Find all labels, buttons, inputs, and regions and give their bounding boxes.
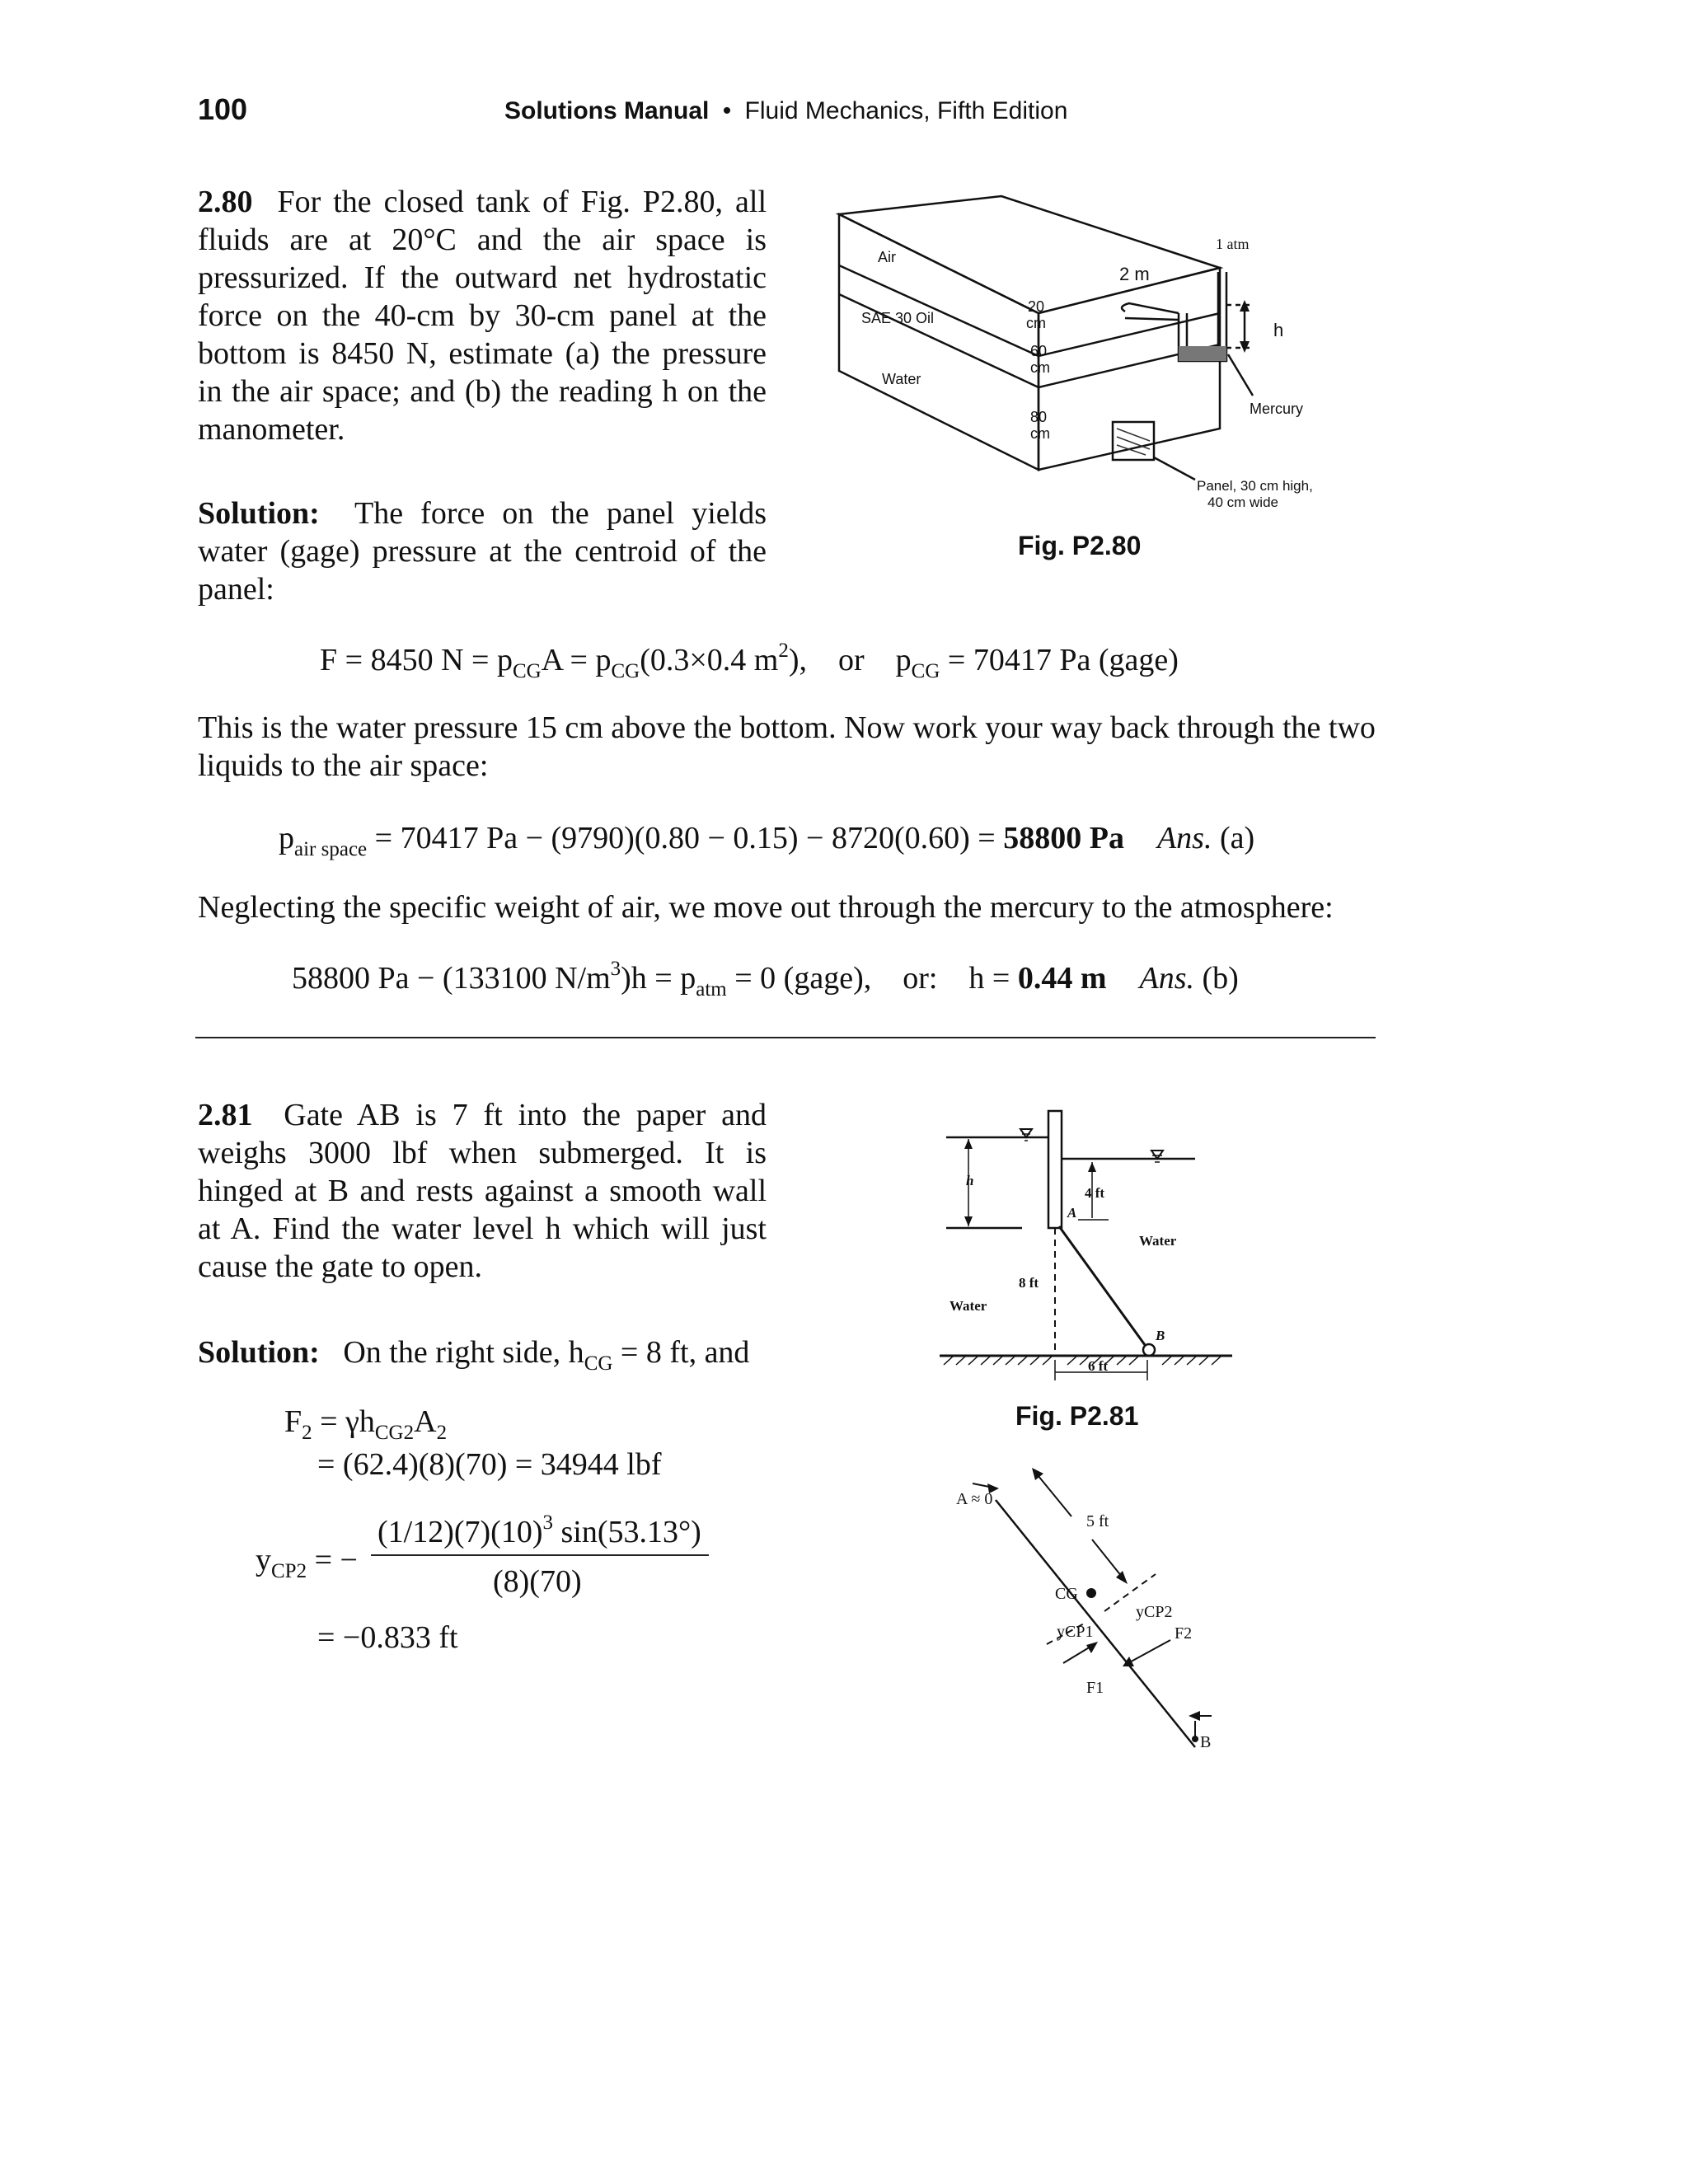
eq3-body3: = 0 (gage), or: h = — [726, 961, 1018, 996]
fraction-bar — [371, 1554, 709, 1556]
eqF-rhs-b: A — [414, 1404, 437, 1439]
equation-ycp2-lhs — [256, 1541, 358, 1582]
eqY-num-b: sin(53.13°) — [552, 1515, 701, 1549]
answer-b: 0.44 m — [1017, 961, 1107, 996]
solution-text: The force on the panel yields water (gage) pressure at the centroid of the panel: — [198, 496, 767, 607]
label-water-depth-1: 60 — [1030, 343, 1048, 359]
eq1-mid3: ), or p — [788, 643, 912, 677]
figure-p2-81 — [931, 1096, 1261, 1401]
eqF-lhs-sub: 2 — [302, 1422, 312, 1444]
solution-label: Solution: — [198, 496, 320, 531]
eqY-eq-sign: = − — [307, 1543, 358, 1577]
eqY-lhs: y — [256, 1543, 271, 1577]
vertical-wall — [1048, 1111, 1062, 1228]
answer-a: 58800 Pa — [1003, 821, 1124, 855]
panel — [1113, 422, 1154, 460]
eq2-body: = 70417 Pa − (9790)(0.80 − 0.15) − 8720(0.60) = — [367, 821, 1004, 855]
solution-text-281a: On the right side, h — [343, 1335, 584, 1370]
eq1-mid: A = p — [541, 643, 612, 677]
problem-2-80-solution-intro — [198, 494, 767, 608]
eq3-sup: 3 — [610, 958, 621, 980]
problem-number: 2.80 — [198, 185, 253, 219]
gate-ab — [1059, 1226, 1147, 1348]
solution-sub-281: CG — [584, 1352, 613, 1375]
bullet: • — [722, 97, 732, 124]
label-a-zero: A ≈ 0 — [956, 1490, 993, 1508]
tank-right-face — [1039, 268, 1220, 470]
book-title: Fluid Mechanics, Fifth Edition — [744, 97, 1068, 124]
label-oil-depth-2: cm — [1026, 315, 1046, 331]
problem-text-281: Gate AB is 7 ft into the paper and weighs 3000 lbf when submerged. It is hinged at B and rests against a smooth wall at A. Find the water level h which will just cause the gate to open. — [198, 1098, 767, 1284]
eq1-sub2: CG — [611, 660, 640, 682]
equation-f2-value: = (62.4)(8)(70) = 34944 lbf — [317, 1447, 662, 1482]
eq1-rhs: = 70417 Pa (gage) — [940, 643, 1179, 677]
fbd-gate — [996, 1500, 1195, 1747]
label-oil: SAE 30 Oil — [861, 310, 935, 326]
eq3-body2: )h = p — [621, 961, 696, 996]
eq1-sup: 2 — [778, 640, 789, 662]
label-ycp1: yCP1 — [1057, 1623, 1094, 1641]
label-bottom-depth-1: 80 — [1030, 409, 1048, 425]
label-water-depth-2: cm — [1030, 359, 1050, 376]
solution-text-281b: = 8 ft, and — [612, 1335, 750, 1370]
figure-free-body — [940, 1459, 1253, 1755]
eq2-p: p — [279, 821, 294, 855]
eqY-num-sup: 3 — [542, 1511, 553, 1534]
problem-text: For the closed tank of Fig. P2.80, all fluids are at 20°C and the air space is pressurized. If the outward net hydrostatic force on the 40-cm by 30-cm panel at the bottom is 8450 N, estimate (a) the pressure in the air space; and (b) the reading h on the manometer. — [198, 185, 767, 447]
eqY-lhs-sub: CP2 — [271, 1560, 307, 1582]
equation-ycp2-numerator — [377, 1513, 701, 1551]
label-oil-depth-1: 20 — [1028, 298, 1045, 315]
eqF-rhs-a: = γh — [312, 1404, 375, 1439]
problem-number-281: 2.81 — [198, 1098, 253, 1132]
problem-2-81-statement — [198, 1096, 767, 1286]
eq3-body: 58800 Pa − (133100 N/m — [292, 961, 611, 996]
eq2-sub: air space — [294, 838, 368, 860]
label-panel-2: 40 cm wide — [1207, 494, 1278, 510]
label-atm: 1 atm — [1216, 236, 1250, 252]
eqY-num-a: (1/12)(7)(10) — [377, 1515, 543, 1549]
label-water-left: Water — [950, 1298, 987, 1314]
label-b-fbd: B — [1200, 1733, 1212, 1751]
figure-p2-80 — [832, 190, 1360, 544]
label-5ft: 5 ft — [1086, 1512, 1109, 1530]
problem-2-81-solution-intro — [198, 1333, 750, 1375]
equation-ycp2-result: = −0.833 ft — [317, 1620, 458, 1655]
paragraph-mercury: Neglecting the specific weight of air, we move out through the mercury to the atmosphere: — [198, 890, 1334, 925]
label-cg: CG — [1055, 1585, 1078, 1603]
hinge-b — [1143, 1344, 1155, 1356]
eqF-lhs: F — [284, 1404, 302, 1439]
label-ycp2: yCP2 — [1136, 1603, 1173, 1621]
eqF-rhs-sub2: 2 — [436, 1422, 448, 1444]
label-6ft: 6 ft — [1088, 1358, 1109, 1374]
page-number: 100 — [198, 92, 248, 126]
label-a: A — [1067, 1205, 1077, 1221]
ans-part-b: (b) — [1194, 961, 1239, 996]
label-4ft: 4 ft — [1085, 1185, 1105, 1201]
eq1-lhs: F = 8450 N = p — [320, 643, 513, 677]
running-head — [504, 97, 1067, 125]
equation-manometer — [292, 958, 1239, 1001]
label-water-right: Water — [1139, 1233, 1177, 1249]
eq1-sub1: CG — [512, 660, 542, 682]
label-h: h — [966, 1173, 974, 1188]
equation-air-pressure — [279, 819, 1255, 860]
paragraph-work-back: This is the water pressure 15 cm above the bottom. Now work your way back through the two liquids to the air space: — [198, 710, 1376, 783]
equation-f2 — [284, 1403, 448, 1444]
label-h: h — [1273, 320, 1284, 340]
label-panel-1: Panel, 30 cm high, — [1197, 478, 1313, 494]
eq3-sub: atm — [696, 978, 727, 1001]
eq1-sub3: CG — [911, 660, 940, 682]
figure-p2-80-caption: Fig. P2.80 — [1018, 531, 1142, 560]
figure-p2-81-caption: Fig. P2.81 — [1015, 1401, 1139, 1431]
book-series: Solutions Manual — [504, 97, 710, 124]
label-8ft: 8 ft — [1019, 1275, 1039, 1291]
ans-label-b: Ans. — [1139, 961, 1195, 996]
equation-ycp2-denominator: (8)(70) — [493, 1564, 582, 1599]
label-water: Water — [882, 371, 921, 387]
tank-top-face — [839, 196, 1220, 313]
equation-force-panel — [320, 640, 1179, 682]
problem-2-80-statement — [198, 183, 767, 448]
section-divider — [195, 1037, 1376, 1038]
label-f2: F2 — [1175, 1624, 1193, 1643]
ans-label-a: Ans. — [1156, 821, 1212, 855]
eqF-rhs-sub1: CG2 — [374, 1422, 415, 1444]
solution-label-281: Solution: — [198, 1335, 320, 1370]
label-b: B — [1156, 1328, 1165, 1343]
label-air: Air — [878, 249, 896, 265]
label-mercury: Mercury — [1250, 401, 1304, 417]
label-bottom-depth-2: cm — [1030, 425, 1050, 442]
label-width: 2 m — [1119, 264, 1150, 284]
label-f1: F1 — [1086, 1679, 1104, 1697]
eq1-mid2: (0.3×0.4 m — [640, 643, 779, 677]
ans-part-a: (a) — [1212, 821, 1255, 855]
